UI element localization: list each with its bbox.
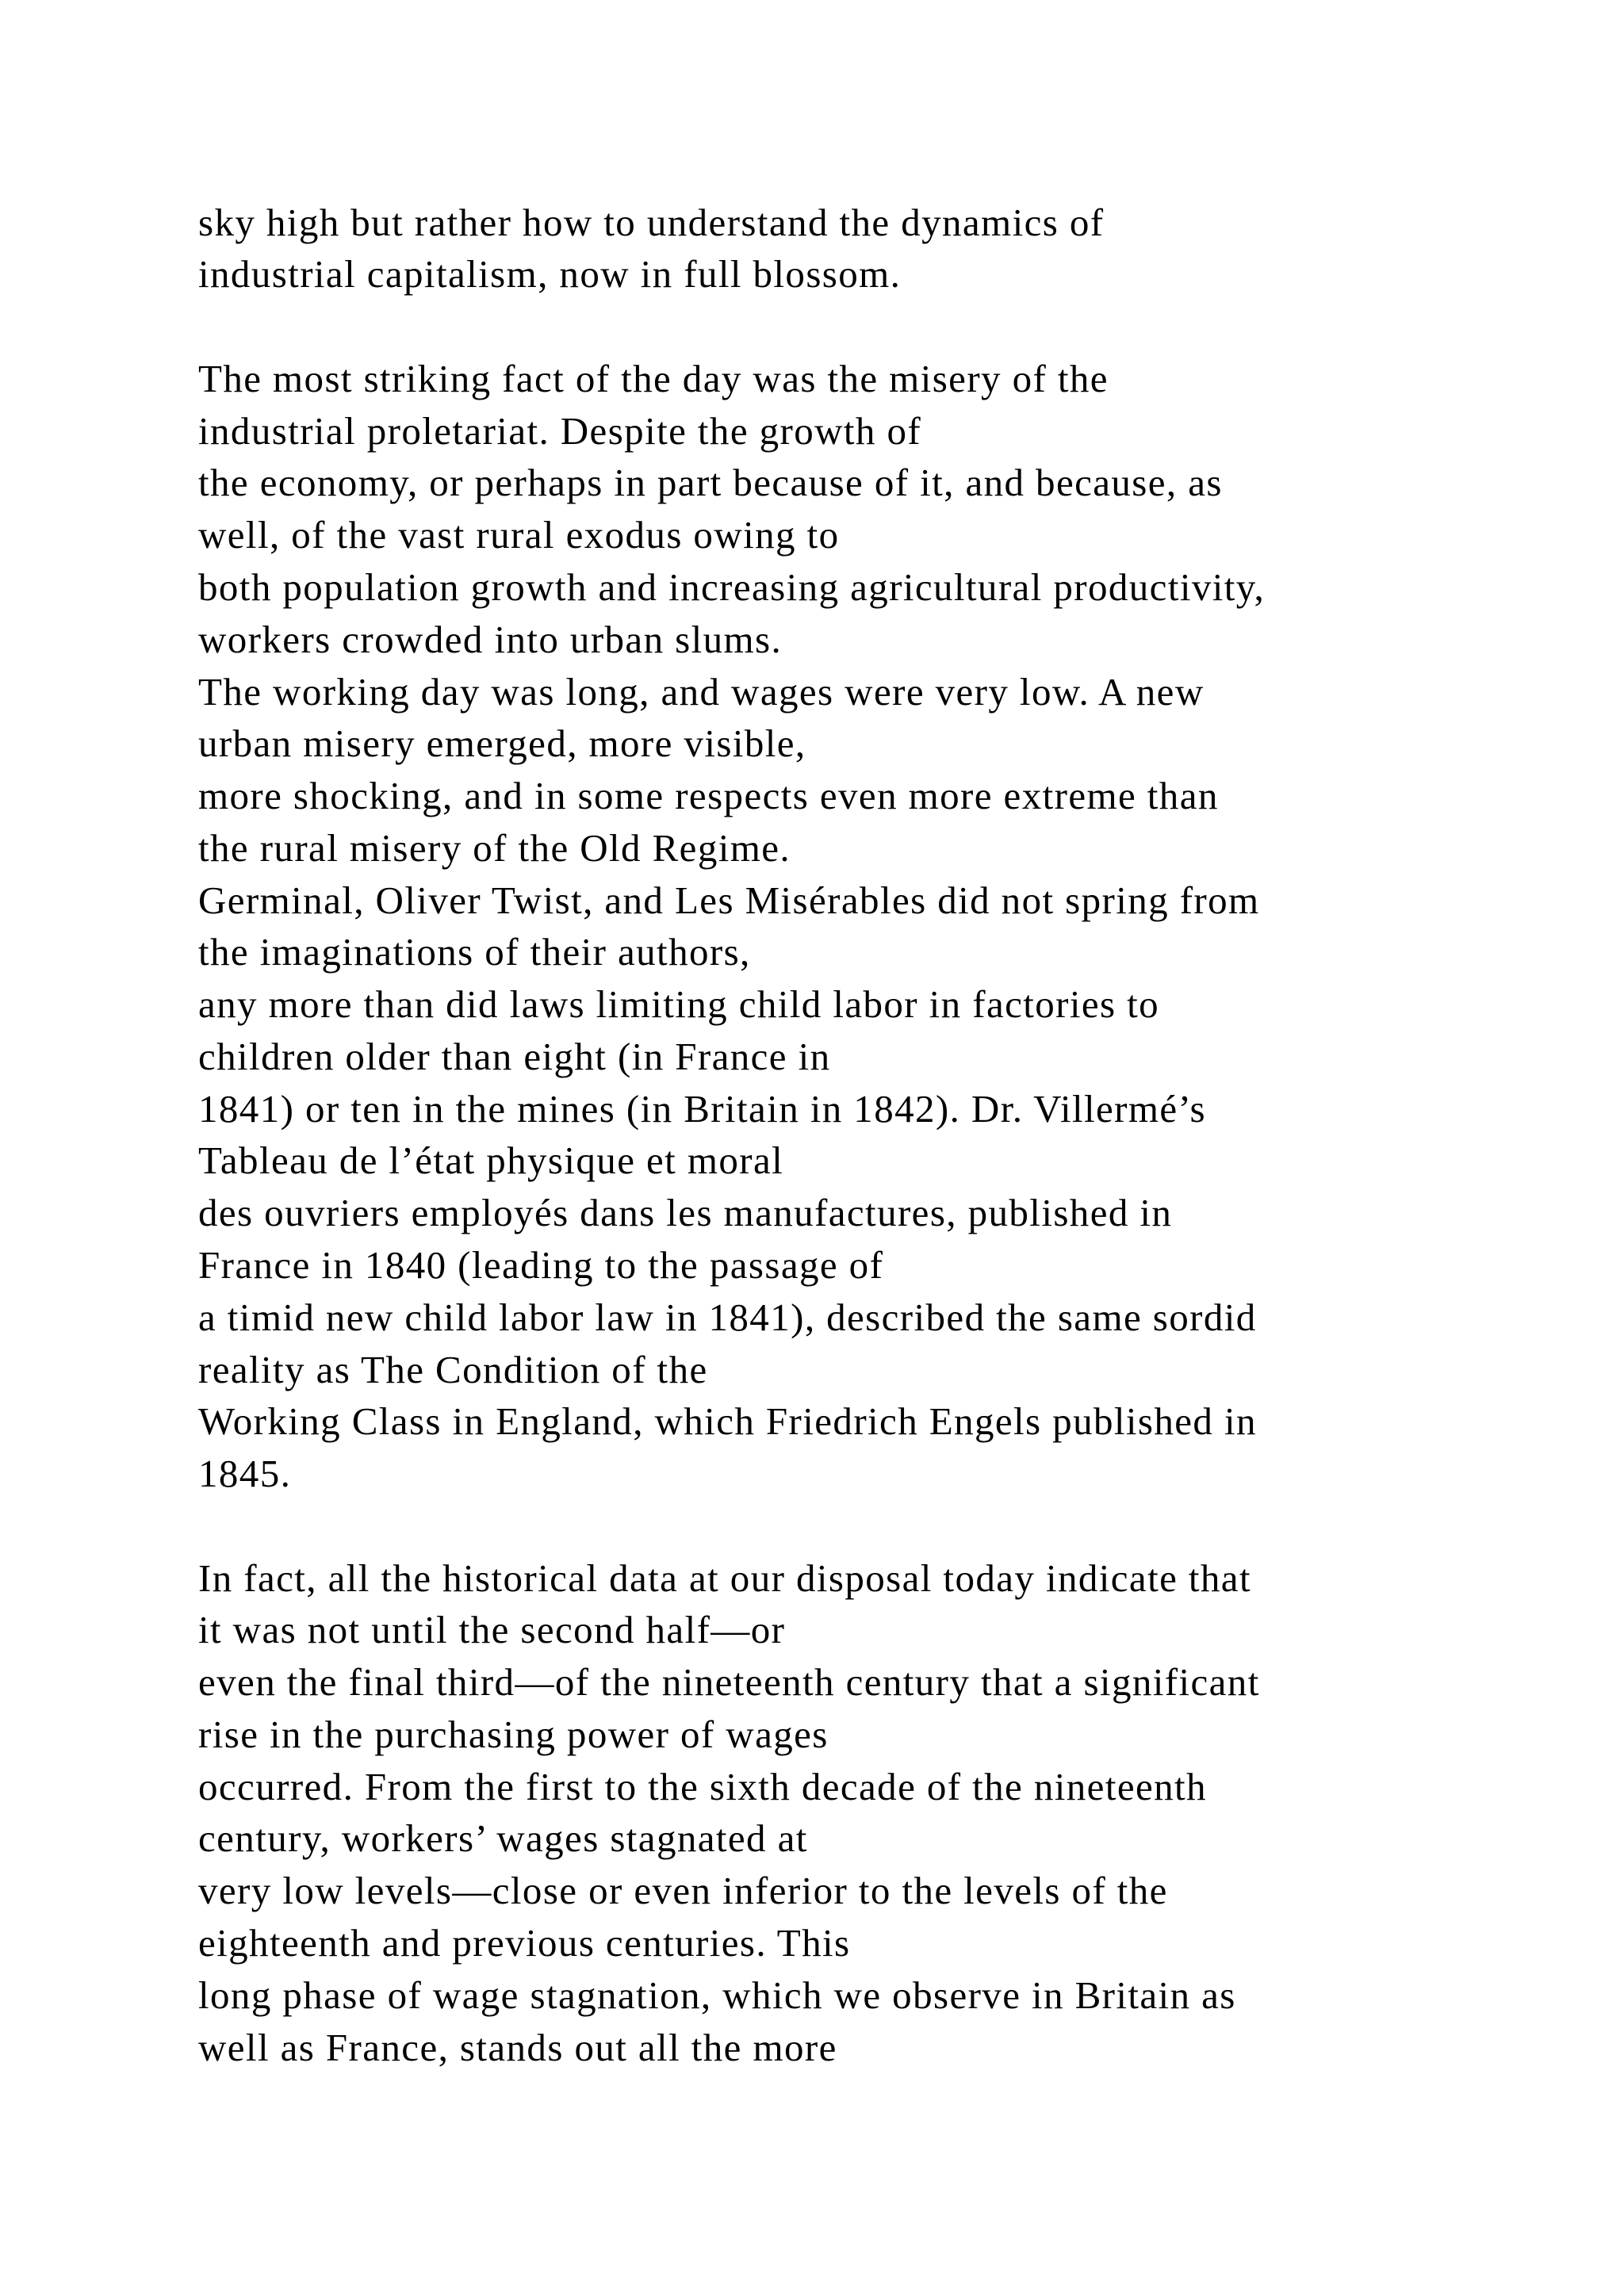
text-line: urban misery emerged, more visible,	[198, 721, 806, 765]
text-line: rise in the purchasing power of wages	[198, 1712, 829, 1756]
text-line: occurred. From the first to the sixth decade of the nineteenth	[198, 1765, 1207, 1808]
text-line: century, workers’ wages stagnated at	[198, 1816, 808, 1860]
text-line: even the final third—of the nineteenth century that a significant	[198, 1660, 1260, 1704]
text-line: workers crowded into urban slums.	[198, 618, 783, 661]
text-line: industrial proletariat. Despite the growth of	[198, 409, 922, 453]
text-line: well, of the vast rural exodus owing to	[198, 513, 840, 557]
text-line: more shocking, and in some respects even more extreme than	[198, 774, 1219, 817]
text-line: France in 1840 (leading to the passage of	[198, 1243, 884, 1287]
text-line: The most striking fact of the day was the misery of the	[198, 357, 1109, 400]
text-line: Tableau de l’état physique et moral	[198, 1138, 784, 1182]
text-line: In fact, all the historical data at our disposal today indicate that	[198, 1556, 1251, 1600]
text-line: industrial capitalism, now in full blossom.	[198, 252, 902, 296]
text-line: eighteenth and previous centuries. This	[198, 1921, 851, 1965]
text-line: the imaginations of their authors,	[198, 930, 751, 974]
text-line: des ouvriers employés dans les manufactures, published in	[198, 1191, 1173, 1234]
text-line: 1845.	[198, 1452, 292, 1495]
text-line: 1841) or ten in the mines (in Britain in 1842). Dr. Villermé’s	[198, 1087, 1207, 1131]
text-line: sky high but rather how to understand the dynamics of	[198, 201, 1105, 244]
text-line: The working day was long, and wages were very low. A new	[198, 670, 1205, 714]
text-line: long phase of wage stagnation, which we observe in Britain as	[198, 1973, 1236, 2017]
text-line: reality as The Condition of the	[198, 1348, 708, 1391]
text-line: children older than eight (in France in	[198, 1035, 831, 1078]
text-line: very low levels—close or even inferior to the levels of the	[198, 1869, 1168, 1912]
text-line: both population growth and increasing agricultural productivity,	[198, 565, 1266, 609]
text-line: well as France, stands out all the more	[198, 2026, 837, 2069]
text-line: it was not until the second half—or	[198, 1608, 786, 1651]
text-line: a timid new child labor law in 1841), described the same sordid	[198, 1295, 1257, 1339]
text-line: Germinal, Oliver Twist, and Les Misérables did not spring from	[198, 878, 1260, 922]
text-line: the rural misery of the Old Regime.	[198, 826, 791, 870]
text-line: the economy, or perhaps in part because of it, and because, as	[198, 461, 1223, 504]
text-line: any more than did laws limiting child labor in factories to	[198, 982, 1160, 1026]
text-line: Working Class in England, which Friedrich Engels published in	[198, 1399, 1257, 1443]
